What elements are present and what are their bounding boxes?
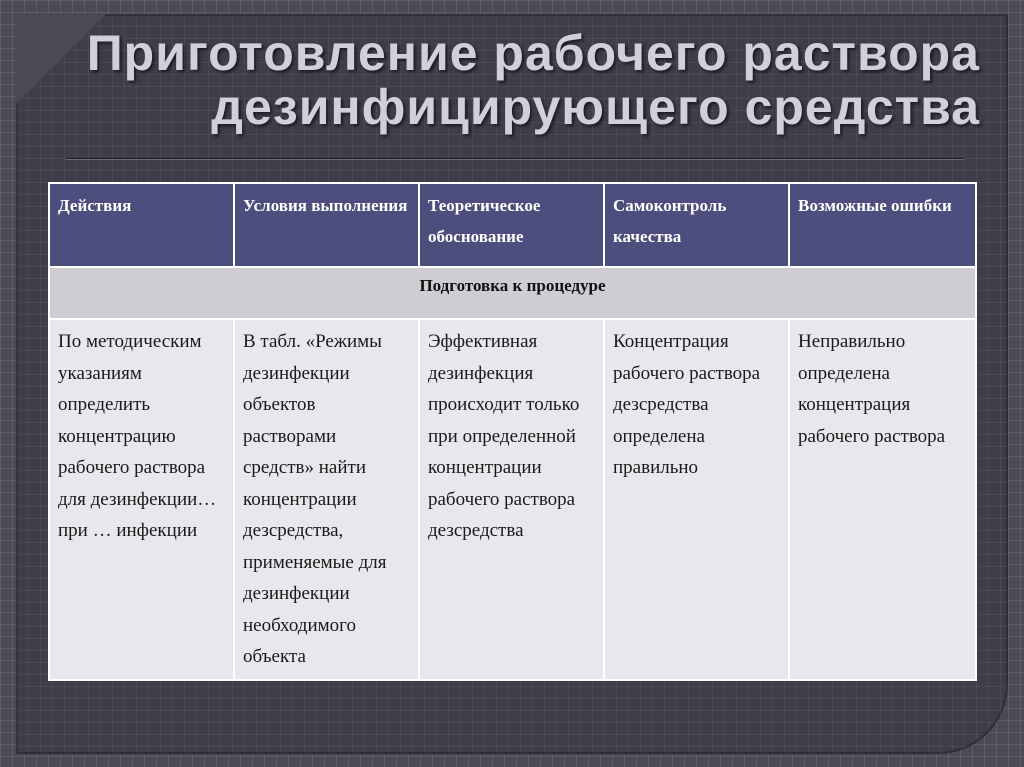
title-line-2: дезинфицирующего средства	[211, 79, 980, 135]
header-actions: Действия	[49, 183, 234, 267]
header-conditions: Условия выполнения	[234, 183, 419, 267]
cell-actions: По методическим указаниям определить концентрацию рабочего раствора для дезинфекции… при … инфекции	[49, 319, 234, 680]
title-divider	[66, 158, 964, 160]
table-row	[49, 319, 976, 680]
header-self-control: Самоконтроль качества	[604, 183, 789, 267]
section-label: Подготовка к процедуре	[49, 267, 976, 319]
header-rationale: Теоретическое обоснование	[419, 183, 604, 267]
cell-rationale: Эффективная дезинфекция происходит только при определенной концентрации рабочего раствора дезсредства	[419, 319, 604, 680]
title-line-1: Приготовление рабочего раствора	[86, 25, 980, 81]
cell-errors: Неправильно определена концентрация рабочего раствора	[789, 319, 976, 680]
cell-conditions: В табл. «Режимы дезинфекции объектов растворами средств» найти концентрации дезсредства, применяемые для дезинфекции необходимого объекта	[234, 319, 419, 680]
slide-title	[60, 26, 980, 134]
table-section-row	[49, 267, 976, 319]
table-header-row	[49, 183, 976, 267]
cell-self-control: Концентрация рабочего раствора дезсредства определена правильно	[604, 319, 789, 680]
procedure-table	[48, 182, 977, 681]
header-errors: Возможные ошибки	[789, 183, 976, 267]
